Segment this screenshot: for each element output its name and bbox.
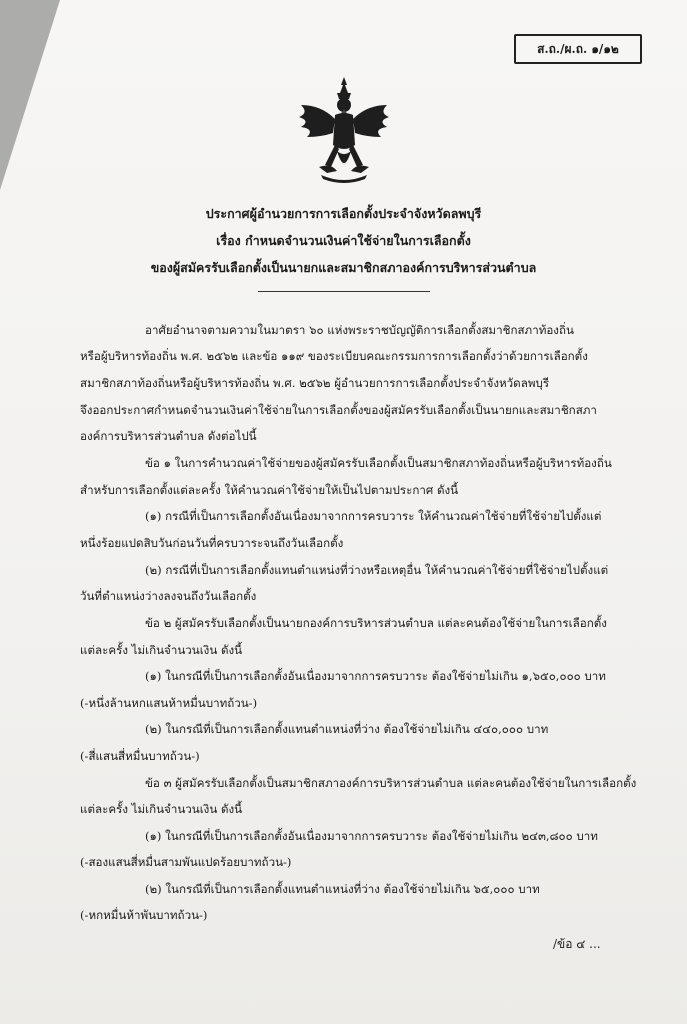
scan-corner-shadow [0, 0, 60, 190]
clause-1-line: สำหรับการเลือกตั้งแต่ละครั้ง ให้คำนวณค่าใช้จ่ายให้เป็นไปตามประกาศ ดังนี้ [80, 483, 459, 497]
body-line: องค์การบริหารส่วนตำบล ดังต่อไปนี้ [80, 429, 257, 443]
body-line: อาศัยอำนาจตามความในมาตรา ๖๐ แห่งพระราชบัญญัติการเลือกตั้งสมาชิกสภาท้องถิ่น [145, 323, 574, 337]
clause-1-item-2-cont: วันที่ตำแหน่งว่างลงจนถึงวันเลือกตั้ง [80, 589, 257, 603]
clause-2-line: แต่ละครั้ง ไม่เกินจำนวนเงิน ดังนี้ [80, 643, 243, 657]
document-code-box: ส.ถ./ผ.ถ. ๑/๑๒ [514, 34, 642, 64]
clause-2-item-2: (๒) ในกรณีที่เป็นการเลือกตั้งแทนตำแหน่งที่ว่าง ต้องใช้จ่ายไม่เกิน ๔๔๐,๐๐๐ บาท [145, 722, 549, 736]
heading-divider [258, 291, 430, 292]
announcement-subject-continued: ของผู้สมัครรับเลือกตั้งเป็นนายกและสมาชิกสภาองค์การบริหารส่วนตำบล [150, 260, 537, 275]
clause-1-item-2: (๒) กรณีที่เป็นการเลือกตั้งแทนตำแหน่งที่ว่างหรือเหตุอื่น ให้คำนวณค่าใช้จ่ายที่ใช้จ่ายไปตั้งแต่ [145, 563, 609, 577]
clause-2-item-1-amount-text: (-หนึ่งล้านหกแสนห้าหมื่นบาทถ้วน-) [80, 696, 258, 710]
clause-1-item-1: (๑) กรณีที่เป็นการเลือกตั้งอันเนื่องมาจากการครบวาระ ให้คำนวณค่าใช้จ่ายที่ใช้จ่ายไปตั้งแต่ [145, 509, 602, 523]
garuda-emblem-icon [291, 75, 397, 187]
clause-3-line: แต่ละครั้ง ไม่เกินจำนวนเงิน ดังนี้ [80, 802, 243, 816]
announcement-title: ประกาศผู้อำนวยการการเลือกตั้งประจำจังหวัดลพบุรี [205, 206, 482, 221]
body-line: จึงออกประกาศกำหนดจำนวนเงินค่าใช้จ่ายในการเลือกตั้งของผู้สมัครรับเลือกตั้งเป็นนายกและสมาชิกสภา [80, 403, 597, 417]
clause-2-line: ข้อ ๒ ผู้สมัครรับเลือกตั้งเป็นนายกองค์การบริหารส่วนตำบล แต่ละคนต้องใช้จ่ายในการเลือกตั้ง [145, 616, 607, 630]
clause-3-item-2: (๒) ในกรณีที่เป็นการเลือกตั้งแทนตำแหน่งที่ว่าง ต้องใช้จ่ายไม่เกิน ๖๕,๐๐๐ บาท [145, 882, 540, 896]
clause-1-item-1-cont: หนึ่งร้อยแปดสิบวันก่อนวันที่ครบวาระจนถึงวันเลือกตั้ง [80, 536, 344, 550]
clause-3-item-2-amount-text: (-หกหมื่นห้าพันบาทถ้วน-) [80, 908, 208, 922]
page-continuation: /ข้อ ๔ ... [553, 937, 601, 951]
clause-2-item-1: (๑) ในกรณีที่เป็นการเลือกตั้งอันเนื่องมาจากการครบวาระ ต้องใช้จ่ายไม่เกิน ๑,๖๕๐,๐๐๐ บาท [145, 669, 606, 683]
clause-3-item-1-amount-text: (-สองแสนสี่หมื่นสามพันแปดร้อยบาทถ้วน-) [80, 855, 292, 869]
announcement-subject: เรื่อง กำหนดจำนวนเงินค่าใช้จ่ายในการเลือกตั้ง [216, 233, 471, 248]
clause-3-line: ข้อ ๓ ผู้สมัครรับเลือกตั้งเป็นสมาชิกสภาองค์การบริหารส่วนตำบล แต่ละคนต้องใช้จ่ายในการเลือกตั้ง [145, 776, 637, 790]
clause-1-line: ข้อ ๑ ในการคำนวณค่าใช้จ่ายของผู้สมัครรับเลือกตั้งเป็นสมาชิกสภาท้องถิ่นหรือผู้บริหารท้องถิ่น [145, 456, 612, 470]
body-line: สมาชิกสภาท้องถิ่นหรือผู้บริหารท้องถิ่น พ.ศ. ๒๕๖๒ ผู้อำนวยการการเลือกตั้งประจำจังหวัดลพบุรี [80, 376, 550, 390]
clause-2-item-2-amount-text: (-สี่แสนสี่หมื่นบาทถ้วน-) [80, 749, 200, 763]
body-line: หรือผู้บริหารท้องถิ่น พ.ศ. ๒๕๖๒ และข้อ ๑๑๙ ของระเบียบคณะกรรมการการเลือกตั้งว่าด้วยการเลือกตั้ง [80, 349, 588, 363]
clause-3-item-1: (๑) ในกรณีที่เป็นการเลือกตั้งอันเนื่องมาจากการครบวาระ ต้องใช้จ่ายไม่เกิน ๒๔๓,๘๐๐ บาท [145, 829, 598, 843]
